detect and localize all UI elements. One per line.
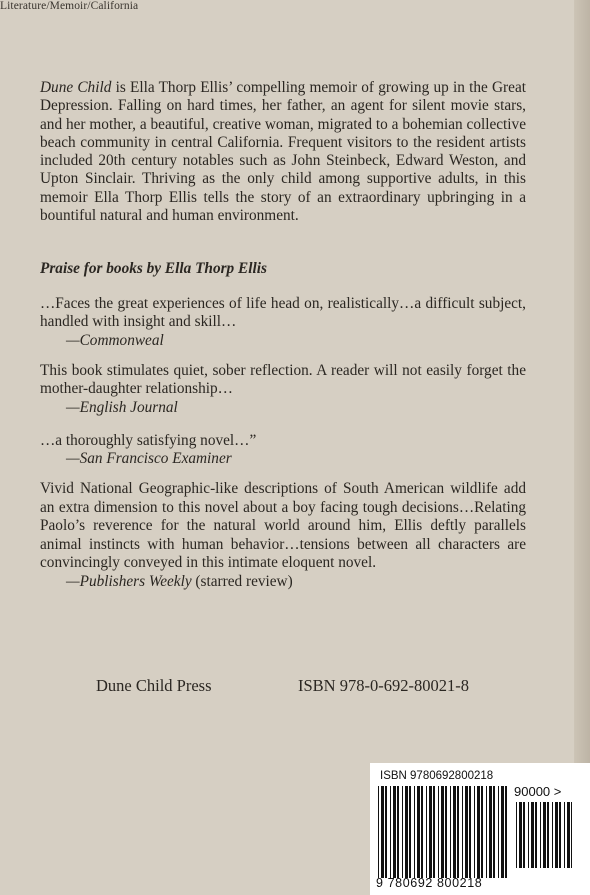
barcode-label xyxy=(370,763,590,895)
quote-text: This book stimulates quiet, sober reflection. A reader will not easily forget the mother-daughter relationship… xyxy=(40,362,526,398)
review-quote xyxy=(40,480,526,591)
review-quote xyxy=(40,362,526,417)
publisher-name: Dune Child Press xyxy=(96,676,212,695)
quote-text: …Faces the great experiences of life head on, realistically…a difficult subject, handled with insight and skill… xyxy=(40,295,526,331)
barcode-isbn-text: ISBN 9780692800218 xyxy=(380,770,494,782)
description-text: is Ella Thorp Ellis’ compelling memoir of growing up in the Great Depression. Falling on hard times, her father, an agent for silent movie stars, and her mother, a beautiful, creative woman, migrated to a bohemian collective beach community in central California. Frequent visitors to the resident artists included 20th century notables such as John Steinbeck, Edward Weston, and Upton Sinclair. Thriving as the only child among supportive adults, in this memoir Ella Thorp Ellis tells the story of an extraordinary upbringing in a bountiful natural and human environment. xyxy=(40,79,526,225)
review-quote xyxy=(40,432,526,469)
praise-heading: Praise for books by Ella Thorp Ellis xyxy=(40,260,267,277)
ean-barcode xyxy=(378,786,508,882)
book-title: Dune Child xyxy=(40,79,112,96)
addon-barcode xyxy=(516,802,572,895)
quote-note: (starred review) xyxy=(191,572,293,590)
quote-source: —San Francisco Examiner xyxy=(66,450,232,468)
isbn-number: ISBN 978-0-692-80021-8 xyxy=(298,676,469,695)
cover-edge xyxy=(574,0,590,895)
review-quote xyxy=(40,295,526,350)
quote-source: —English Journal xyxy=(66,398,178,416)
category-label: Literature/Memoir/California xyxy=(0,0,139,12)
quote-source: —Publishers Weekly xyxy=(66,572,192,590)
quote-text: …a thoroughly satisfying novel…” xyxy=(40,432,257,449)
quote-source: —Commonweal xyxy=(66,331,164,349)
book-description xyxy=(40,79,526,225)
barcode-digits: 9 780692 800218 xyxy=(376,876,483,890)
quote-source-line xyxy=(40,573,526,591)
price-code-text: 90000 > xyxy=(514,784,562,799)
quote-text: Vivid National Geographic-like descriptions of South American wildlife add an extra dimension to this novel about a boy facing tough decisions…Relating Paolo’s reverence for the natural world around him, Ellis deftly parallels animal instincts with human behavior…tensions between all characters are convincingly conveyed in this intimate eloquent novel. xyxy=(40,480,526,571)
